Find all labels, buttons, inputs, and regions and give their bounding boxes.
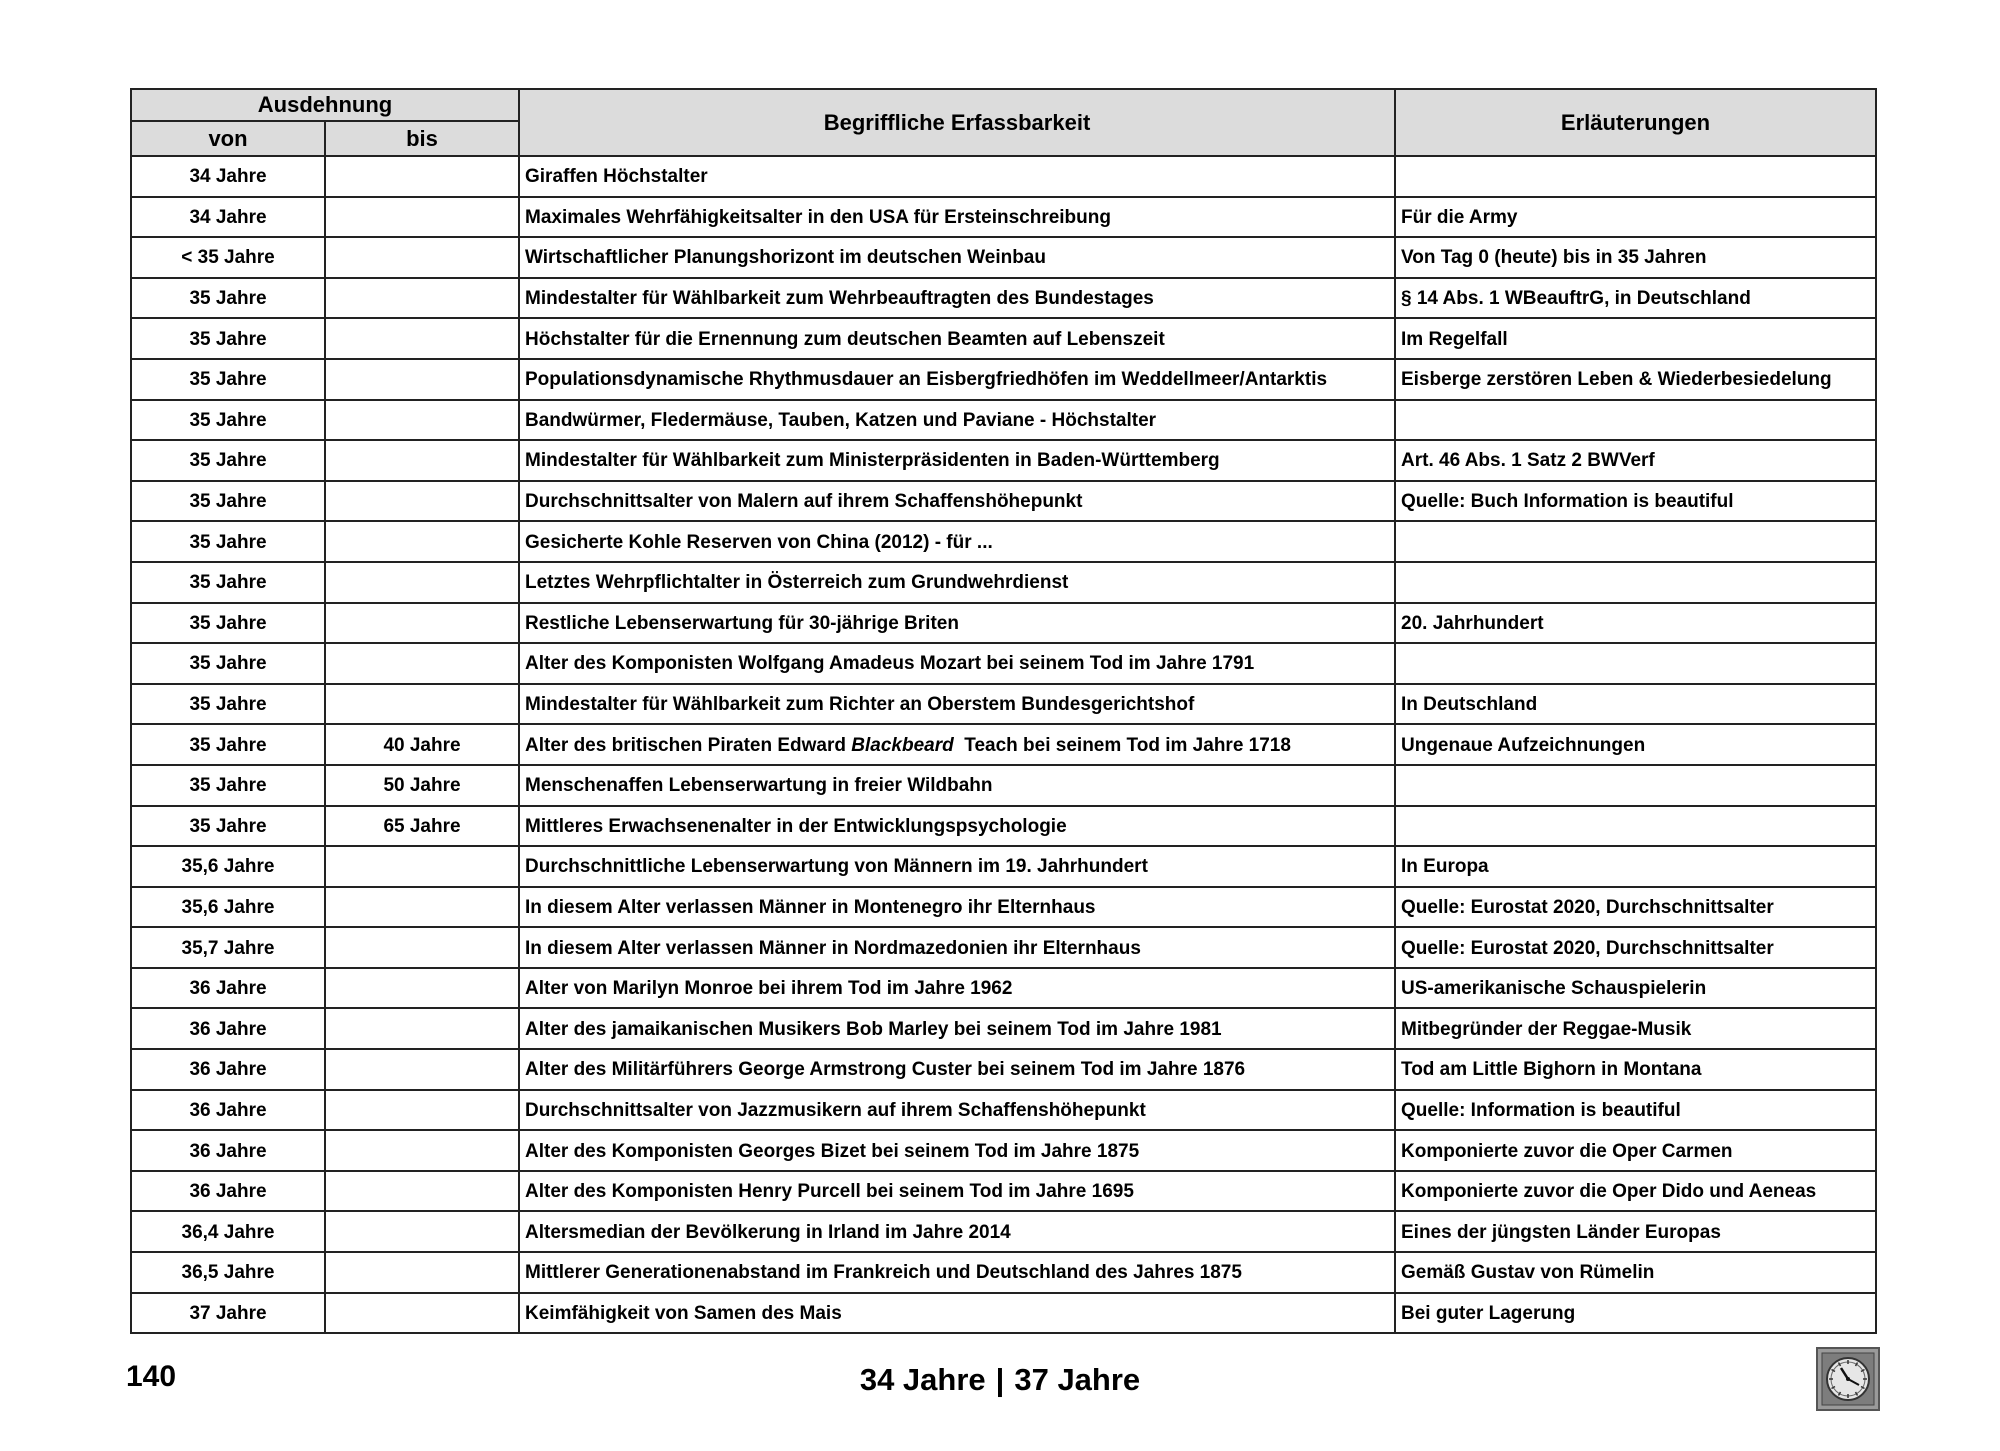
table-row <box>131 1130 1876 1171</box>
table-row <box>131 765 1876 806</box>
table-body <box>131 156 1876 1333</box>
age-table <box>130 88 1877 1334</box>
cell-von: 35 Jahre <box>131 481 325 522</box>
table-row <box>131 278 1876 319</box>
table-row <box>131 1008 1876 1049</box>
table-row <box>131 1049 1876 1090</box>
table-row <box>131 927 1876 968</box>
table-row <box>131 197 1876 238</box>
table-row <box>131 237 1876 278</box>
table-row <box>131 562 1876 603</box>
cell-von: 35,7 Jahre <box>131 927 325 968</box>
cell-bis <box>325 318 519 359</box>
cell-begriff: Menschenaffen Lebenserwartung in freier Wildbahn <box>519 765 1395 806</box>
cell-erlaeuterung: Von Tag 0 (heute) bis in 35 Jahren <box>1395 237 1876 278</box>
cell-erlaeuterung <box>1395 806 1876 847</box>
cell-von: 36 Jahre <box>131 1049 325 1090</box>
cell-bis <box>325 643 519 684</box>
cell-erlaeuterung: Komponierte zuvor die Oper Carmen <box>1395 1130 1876 1171</box>
cell-erlaeuterung: Art. 46 Abs. 1 Satz 2 BWVerf <box>1395 440 1876 481</box>
age-table-container <box>130 88 1875 1334</box>
range-to: 37 Jahre <box>1014 1362 1141 1397</box>
cell-von: 34 Jahre <box>131 197 325 238</box>
cell-bis <box>325 237 519 278</box>
cell-erlaeuterung: Quelle: Eurostat 2020, Durchschnittsalter <box>1395 927 1876 968</box>
table-row <box>131 359 1876 400</box>
cell-begriff: Alter von Marilyn Monroe bei ihrem Tod im Jahre 1962 <box>519 968 1395 1009</box>
table-row <box>131 521 1876 562</box>
cell-erlaeuterung <box>1395 562 1876 603</box>
cell-von: 35 Jahre <box>131 765 325 806</box>
range-separator: | <box>995 1362 1005 1397</box>
table-row <box>131 603 1876 644</box>
cell-begriff: Giraffen Höchstalter <box>519 156 1395 197</box>
cell-begriff: Bandwürmer, Fledermäuse, Tauben, Katzen und Paviane - Höchstalter <box>519 400 1395 441</box>
header-erlaeuterungen: Erläuterungen <box>1395 89 1876 156</box>
table-row <box>131 846 1876 887</box>
cell-begriff: Letztes Wehrpflichtalter in Österreich zum Grundwehrdienst <box>519 562 1395 603</box>
cell-begriff: Höchstalter für die Ernennung zum deutschen Beamten auf Lebenszeit <box>519 318 1395 359</box>
cell-von: 37 Jahre <box>131 1293 325 1334</box>
cell-erlaeuterung: Tod am Little Bighorn in Montana <box>1395 1049 1876 1090</box>
cell-von: 35 Jahre <box>131 440 325 481</box>
cell-erlaeuterung: Ungenaue Aufzeichnungen <box>1395 724 1876 765</box>
table-row <box>131 400 1876 441</box>
cell-erlaeuterung: 20. Jahrhundert <box>1395 603 1876 644</box>
cell-bis <box>325 1293 519 1334</box>
header-von: von <box>131 121 325 156</box>
cell-bis: 40 Jahre <box>325 724 519 765</box>
table-row <box>131 724 1876 765</box>
cell-bis <box>325 481 519 522</box>
cell-begriff: Wirtschaftlicher Planungshorizont im deutschen Weinbau <box>519 237 1395 278</box>
cell-erlaeuterung: Quelle: Eurostat 2020, Durchschnittsalter <box>1395 887 1876 928</box>
cell-von: < 35 Jahre <box>131 237 325 278</box>
cell-bis <box>325 887 519 928</box>
cell-erlaeuterung <box>1395 521 1876 562</box>
cell-erlaeuterung: Eines der jüngsten Länder Europas <box>1395 1211 1876 1252</box>
cell-begriff-emphasis: Blackbeard <box>851 734 954 756</box>
cell-bis <box>325 1211 519 1252</box>
cell-erlaeuterung: US-amerikanische Schauspielerin <box>1395 968 1876 1009</box>
cell-erlaeuterung: Mitbegründer der Reggae-Musik <box>1395 1008 1876 1049</box>
cell-bis <box>325 927 519 968</box>
cell-erlaeuterung: Quelle: Buch Information is beautiful <box>1395 481 1876 522</box>
cell-begriff: Durchschnittsalter von Jazzmusikern auf ihrem Schaffenshöhepunkt <box>519 1090 1395 1131</box>
header-begriffliche-erfassbarkeit: Begriffliche Erfassbarkeit <box>519 89 1395 156</box>
cell-erlaeuterung: Für die Army <box>1395 197 1876 238</box>
cell-begriff: Alter des jamaikanischen Musikers Bob Marley bei seinem Tod im Jahre 1981 <box>519 1008 1395 1049</box>
table-row <box>131 156 1876 197</box>
cell-begriff: Keimfähigkeit von Samen des Mais <box>519 1293 1395 1334</box>
cell-bis: 50 Jahre <box>325 765 519 806</box>
table-row <box>131 440 1876 481</box>
cell-bis <box>325 1171 519 1212</box>
table-row <box>131 1171 1876 1212</box>
cell-begriff: Restliche Lebenserwartung für 30-jährige Briten <box>519 603 1395 644</box>
cell-von: 35 Jahre <box>131 562 325 603</box>
cell-begriff: Alter des Komponisten Henry Purcell bei seinem Tod im Jahre 1695 <box>519 1171 1395 1212</box>
cell-erlaeuterung: Komponierte zuvor die Oper Dido und Aeneas <box>1395 1171 1876 1212</box>
cell-erlaeuterung <box>1395 156 1876 197</box>
cell-begriff: Alter des Militärführers George Armstrong Custer bei seinem Tod im Jahre 1876 <box>519 1049 1395 1090</box>
table-row <box>131 1252 1876 1293</box>
cell-bis <box>325 603 519 644</box>
header-ausdehnung: Ausdehnung <box>131 89 519 121</box>
cell-von: 36,5 Jahre <box>131 1252 325 1293</box>
cell-bis <box>325 359 519 400</box>
cell-erlaeuterung: In Europa <box>1395 846 1876 887</box>
cell-begriff: Durchschnittsalter von Malern auf ihrem Schaffenshöhepunkt <box>519 481 1395 522</box>
table-row <box>131 643 1876 684</box>
cell-von: 36 Jahre <box>131 1008 325 1049</box>
cell-erlaeuterung: In Deutschland <box>1395 684 1876 725</box>
cell-von: 35 Jahre <box>131 278 325 319</box>
cell-begriff: Alter des Komponisten Wolfgang Amadeus Mozart bei seinem Tod im Jahre 1791 <box>519 643 1395 684</box>
cell-bis <box>325 1008 519 1049</box>
clock-tower-icon <box>1816 1347 1880 1411</box>
cell-bis <box>325 197 519 238</box>
cell-erlaeuterung: § 14 Abs. 1 WBeauftrG, in Deutschland <box>1395 278 1876 319</box>
cell-begriff: Mindestalter für Wählbarkeit zum Wehrbeauftragten des Bundestages <box>519 278 1395 319</box>
cell-von: 35,6 Jahre <box>131 846 325 887</box>
page-range-title <box>0 1362 2000 1398</box>
cell-bis: 65 Jahre <box>325 806 519 847</box>
table-row <box>131 1090 1876 1131</box>
table-row <box>131 1293 1876 1334</box>
cell-von: 36 Jahre <box>131 1130 325 1171</box>
cell-bis <box>325 521 519 562</box>
cell-von: 35 Jahre <box>131 521 325 562</box>
cell-begriff: Populationsdynamische Rhythmusdauer an Eisbergfriedhöfen im Weddellmeer/Antarktis <box>519 359 1395 400</box>
cell-begriff: Gesicherte Kohle Reserven von China (2012) - für ... <box>519 521 1395 562</box>
cell-bis <box>325 562 519 603</box>
table-row <box>131 806 1876 847</box>
cell-bis <box>325 156 519 197</box>
table-row <box>131 684 1876 725</box>
cell-von: 35 Jahre <box>131 359 325 400</box>
cell-erlaeuterung: Bei guter Lagerung <box>1395 1293 1876 1334</box>
cell-bis <box>325 846 519 887</box>
cell-erlaeuterung <box>1395 765 1876 806</box>
cell-begriff: In diesem Alter verlassen Männer in Montenegro ihr Elternhaus <box>519 887 1395 928</box>
cell-von: 35 Jahre <box>131 400 325 441</box>
cell-erlaeuterung <box>1395 400 1876 441</box>
cell-begriff-text: Alter des britischen Piraten Edward <box>525 734 852 756</box>
cell-begriff: Altersmedian der Bevölkerung in Irland im Jahre 2014 <box>519 1211 1395 1252</box>
cell-von: 36 Jahre <box>131 968 325 1009</box>
cell-von: 35 Jahre <box>131 603 325 644</box>
table-row <box>131 318 1876 359</box>
cell-bis <box>325 684 519 725</box>
cell-bis <box>325 1130 519 1171</box>
cell-begriff: Mindestalter für Wählbarkeit zum Ministerpräsidenten in Baden-Württemberg <box>519 440 1395 481</box>
cell-von: 35 Jahre <box>131 724 325 765</box>
cell-von: 36 Jahre <box>131 1090 325 1131</box>
table-row <box>131 968 1876 1009</box>
table-row <box>131 1211 1876 1252</box>
header-bis: bis <box>325 121 519 156</box>
cell-bis <box>325 440 519 481</box>
cell-begriff-text: Teach bei seinem Tod im Jahre 1718 <box>953 734 1291 756</box>
table-row <box>131 481 1876 522</box>
cell-von: 34 Jahre <box>131 156 325 197</box>
cell-erlaeuterung: Im Regelfall <box>1395 318 1876 359</box>
cell-von: 36,4 Jahre <box>131 1211 325 1252</box>
cell-von: 35 Jahre <box>131 684 325 725</box>
cell-von: 35,6 Jahre <box>131 887 325 928</box>
cell-erlaeuterung: Quelle: Information is beautiful <box>1395 1090 1876 1131</box>
table-row <box>131 887 1876 928</box>
cell-begriff <box>519 724 1395 765</box>
cell-begriff: Mittleres Erwachsenenalter in der Entwicklungspsychologie <box>519 806 1395 847</box>
cell-erlaeuterung: Eisberge zerstören Leben & Wiederbesiedelung <box>1395 359 1876 400</box>
cell-bis <box>325 1252 519 1293</box>
cell-bis <box>325 1049 519 1090</box>
cell-von: 35 Jahre <box>131 318 325 359</box>
cell-bis <box>325 968 519 1009</box>
cell-bis <box>325 278 519 319</box>
table-header <box>131 89 1876 156</box>
page-number: 140 <box>126 1360 177 1393</box>
cell-bis <box>325 1090 519 1131</box>
cell-von: 35 Jahre <box>131 806 325 847</box>
cell-von: 35 Jahre <box>131 643 325 684</box>
cell-begriff: Durchschnittliche Lebenserwartung von Männern im 19. Jahrhundert <box>519 846 1395 887</box>
cell-begriff: Mindestalter für Wählbarkeit zum Richter an Oberstem Bundesgerichtshof <box>519 684 1395 725</box>
cell-von: 36 Jahre <box>131 1171 325 1212</box>
cell-erlaeuterung <box>1395 643 1876 684</box>
cell-begriff: Alter des Komponisten Georges Bizet bei seinem Tod im Jahre 1875 <box>519 1130 1395 1171</box>
cell-begriff: Maximales Wehrfähigkeitsalter in den USA für Ersteinschreibung <box>519 197 1395 238</box>
cell-begriff: Mittlerer Generationenabstand im Frankreich und Deutschland des Jahres 1875 <box>519 1252 1395 1293</box>
cell-erlaeuterung: Gemäß Gustav von Rümelin <box>1395 1252 1876 1293</box>
range-from: 34 Jahre <box>859 1362 986 1397</box>
cell-begriff: In diesem Alter verlassen Männer in Nordmazedonien ihr Elternhaus <box>519 927 1395 968</box>
cell-bis <box>325 400 519 441</box>
